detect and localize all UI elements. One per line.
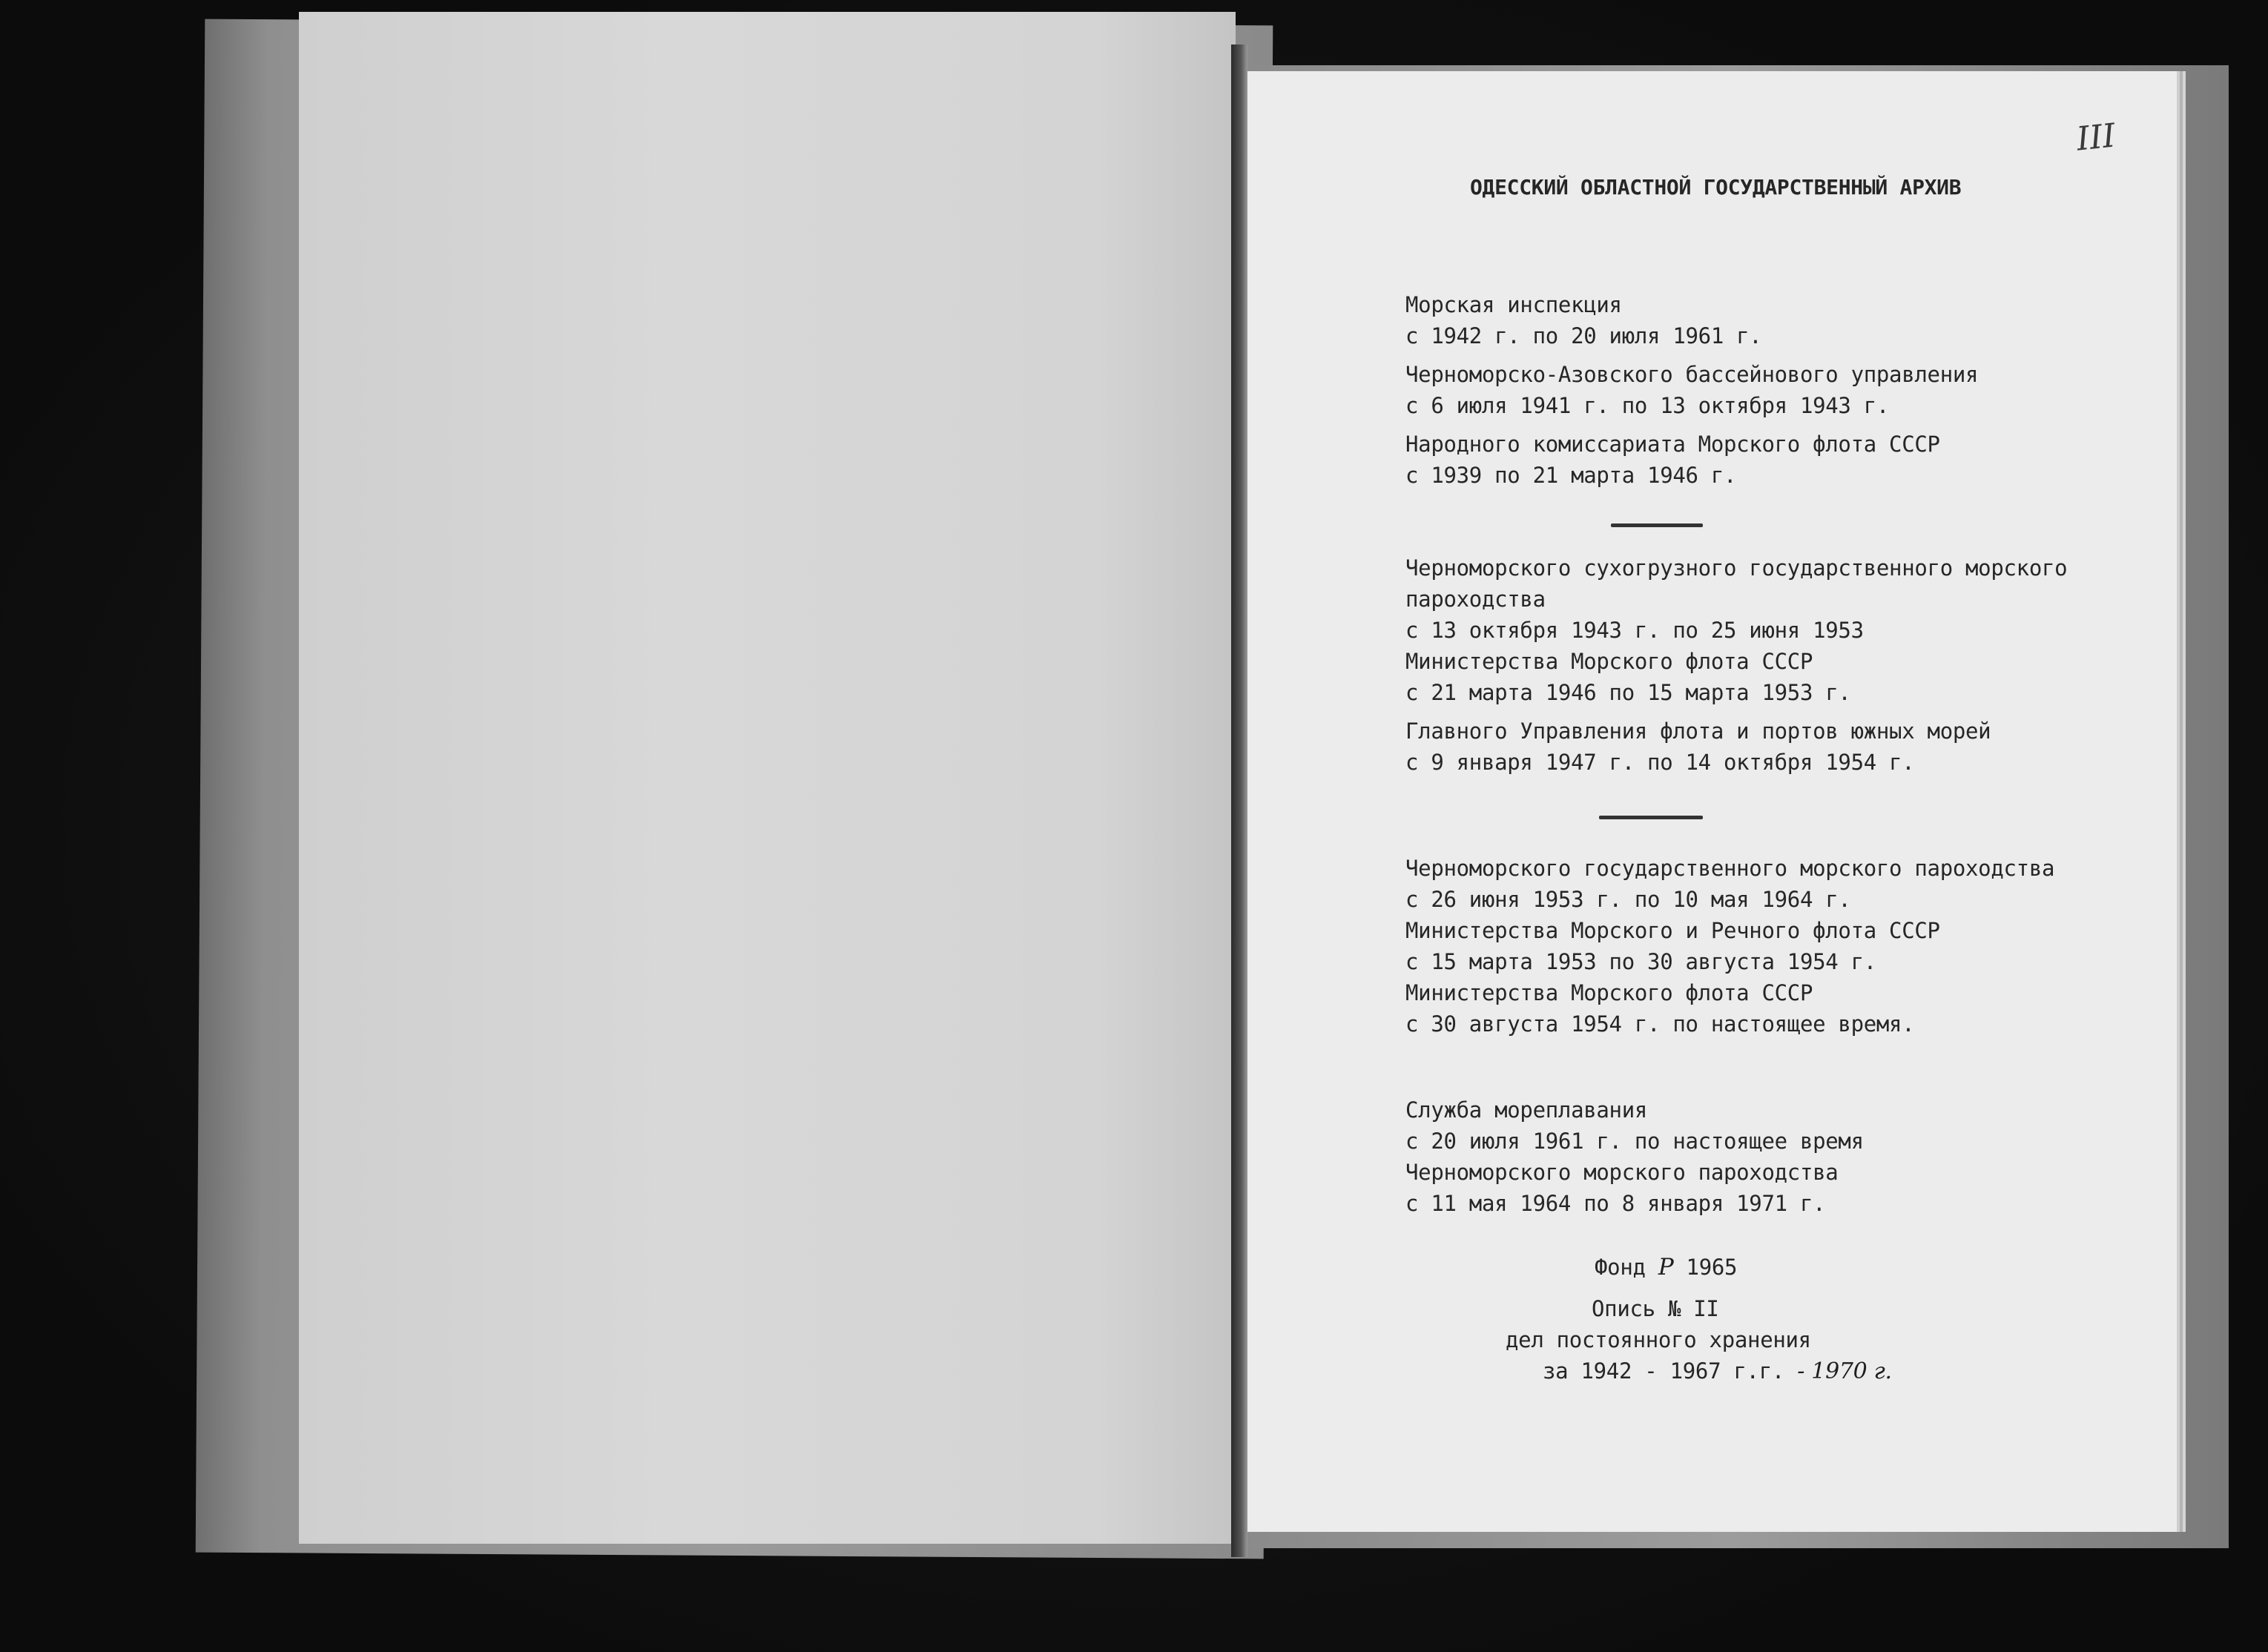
history-block-4 — [1405, 1094, 1864, 1219]
block4-line: с 11 мая 1964 по 8 января 1971 г. — [1405, 1191, 1826, 1216]
block3-line: с 15 марта 1953 по 30 августа 1954 г. — [1405, 949, 1876, 974]
block1-line: с 1942 г. по 20 июля 1961 г. — [1405, 323, 1762, 348]
book-gutter — [1231, 44, 1247, 1557]
block4-line: Черноморского морского пароходства — [1405, 1160, 1839, 1185]
block2-line: Черноморского сухогрузного государственного морского — [1405, 555, 2068, 581]
block2-line: пароходства — [1405, 587, 1546, 612]
block1-line: с 6 июля 1941 г. по 13 октября 1943 г. — [1405, 393, 1890, 418]
block2-line: Главного Управления флота и портов южных морей — [1405, 718, 1991, 744]
block3-line: Черноморского государственного морского пароходства — [1405, 856, 2055, 881]
block1-line: Черноморско-Азовского бассейнового управления — [1405, 362, 1979, 387]
block3-line: с 26 июня 1953 г. по 10 мая 1964 г. — [1405, 887, 1851, 912]
history-block-1 — [1405, 289, 1978, 491]
section-divider — [1611, 523, 1703, 527]
history-block-2 — [1405, 552, 2067, 778]
block2-line: с 9 января 1947 г. по 14 октября 1954 г. — [1405, 750, 1915, 775]
block2-line: с 13 октября 1943 г. по 25 июня 1953 — [1405, 618, 1864, 643]
fond-label: Фонд — [1595, 1255, 1646, 1280]
fond-line — [1595, 1252, 1737, 1283]
archive-title: ОДЕССКИЙ ОБЛАСТНОЙ ГОСУДАРСТВЕННЫЙ АРХИВ — [1470, 175, 1962, 199]
fond-number: 1965 — [1686, 1255, 1738, 1280]
block3-line: Министерства Морского флота СССР — [1405, 980, 1813, 1005]
blank-left-page — [299, 12, 1236, 1544]
block3-line: с 30 августа 1954 г. по настоящее время. — [1405, 1011, 1915, 1037]
section-divider — [1599, 816, 1703, 819]
fond-handwritten-letter: Р — [1658, 1254, 1674, 1281]
period-line — [1543, 1355, 1892, 1387]
block2-line: с 21 марта 1946 по 15 марта 1953 г. — [1405, 680, 1851, 705]
block1-line: Народного комиссариата Морского флота СССР — [1405, 432, 1940, 457]
storage-line: дел постоянного хранения — [1506, 1327, 1811, 1352]
history-block-3 — [1405, 853, 2054, 1040]
folio-number: III — [2074, 116, 2117, 159]
period-typed: за 1942 - 1967 г.г. — [1543, 1358, 1785, 1384]
opis-line: Опись № II — [1592, 1296, 1719, 1321]
block1-line: Морская инспекция — [1405, 292, 1622, 317]
block4-line: Служба мореплавания — [1405, 1097, 1648, 1123]
block3-line: Министерства Морского и Речного флота СССР — [1405, 918, 1940, 943]
block1-line: с 1939 по 21 марта 1946 г. — [1405, 463, 1737, 488]
block4-line: с 20 июля 1961 г. по настоящее время — [1405, 1129, 1864, 1154]
block2-line: Министерства Морского флота СССР — [1405, 649, 1813, 674]
period-handwritten: - 1970 г. — [1797, 1358, 1892, 1384]
